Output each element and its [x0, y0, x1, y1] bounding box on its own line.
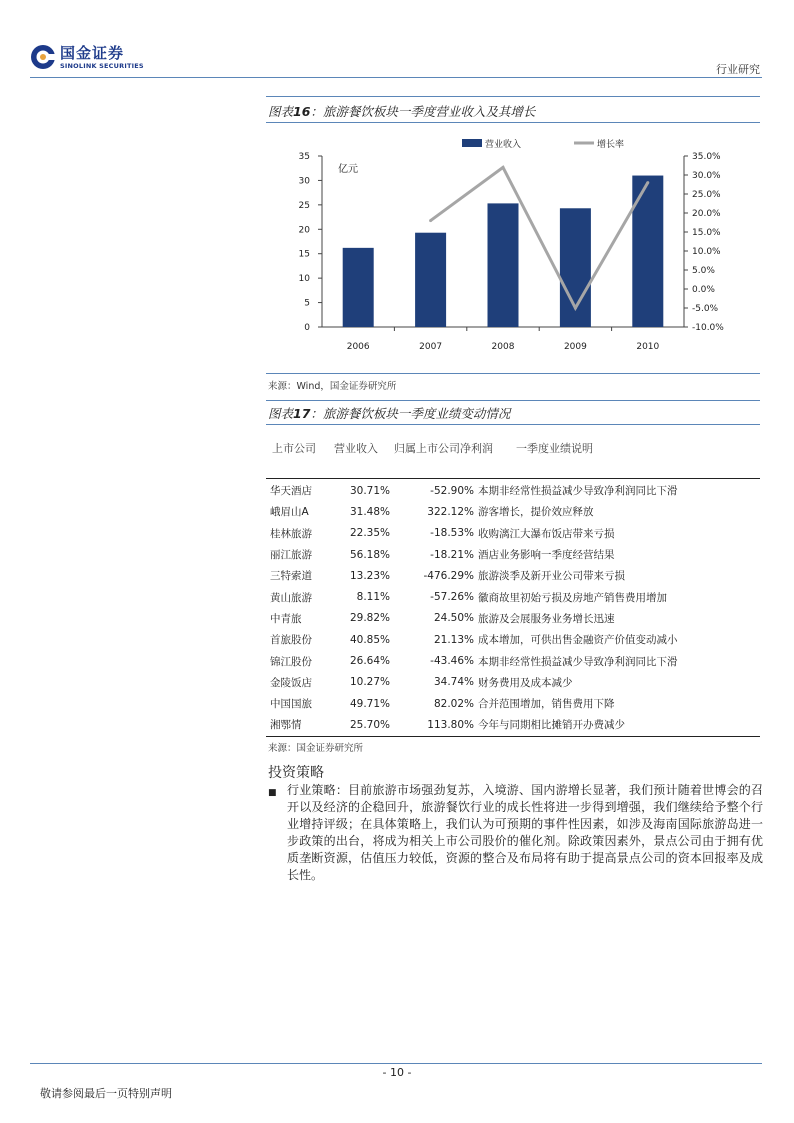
strategy-paragraph: 行业策略：目前旅游市场强劲复苏，入境游、国内游增长显著，我们预计随着世博会的召开以及经济的企稳回升，旅游餐饮行业的成长性将进一步得到增强，我们继续给予整个行业增持评级；在具体策略上，我们认为可预期的事件性因素，如涉及海南国际旅游岛进一步政策的出台，将成为相关上市公司股价的催化剂。除政策因素外，景点公司由于拥有优质垄断资源，估值压力较低，资源的整合及布局将有助于提高景点公司的资本回报率及成长性。	[287, 783, 763, 882]
cell-note: 旅游淡季及新开业公司带来亏损	[478, 570, 625, 583]
right-tick-label: -5.0%	[692, 304, 719, 314]
figure16-chart	[266, 128, 760, 368]
legend-swatch-revenue	[462, 139, 482, 147]
left-tick-label: 35	[298, 152, 310, 162]
figure17-title	[268, 404, 510, 422]
cell-company: 湘鄂情	[270, 719, 302, 732]
cell-company: 华天酒店	[270, 485, 312, 498]
bar-revenue-2008	[488, 203, 519, 327]
table-row	[268, 650, 760, 671]
cell-net-profit: 34.74%	[433, 676, 474, 689]
logo-text-cn: 国金证券	[60, 44, 125, 62]
cell-note: 收购漓江大瀑布饭店带来亏损	[478, 527, 615, 540]
cell-net-profit: 322.12%	[427, 505, 474, 518]
cell-revenue: 40.85%	[349, 633, 390, 646]
page-number: - 10 -	[382, 1066, 412, 1079]
right-tick-label: 20.0%	[692, 209, 721, 219]
left-tick-label: 10	[298, 274, 310, 285]
cell-net-profit: -57.26%	[430, 591, 474, 604]
x-tick-label: 2007	[419, 342, 443, 352]
figure16-bottom-rule	[266, 373, 760, 374]
header-company: 上市公司	[272, 442, 316, 455]
table-bottom-rule	[266, 736, 760, 737]
right-tick-label: -10.0%	[692, 323, 724, 333]
table-row	[268, 544, 760, 565]
right-tick-label: 30.0%	[692, 171, 721, 181]
table-row	[268, 586, 760, 607]
right-tick-label: 10.0%	[692, 247, 721, 257]
cell-company: 峨眉山A	[270, 506, 309, 519]
cell-net-profit: -18.21%	[430, 548, 474, 561]
cell-revenue: 10.27%	[349, 676, 390, 689]
x-tick-label: 2006	[346, 342, 370, 352]
disclaimer-text: 敬请参阅最后一页特别声明	[40, 1087, 172, 1100]
left-tick-label: 0	[304, 323, 310, 333]
cell-net-profit: -476.29%	[423, 569, 474, 582]
right-tick-label: 15.0%	[692, 228, 721, 238]
table-row	[268, 480, 760, 501]
figure17-source: 来源：国金证券研究所	[268, 743, 364, 754]
cell-revenue: 30.71%	[349, 484, 390, 497]
cell-revenue: 29.82%	[349, 612, 390, 625]
figure17-title-number: 17	[293, 406, 311, 421]
cell-company: 黄山旅游	[270, 591, 312, 604]
left-tick-label: 30	[298, 176, 310, 187]
figure17-title-text: ：旅游餐饮板块一季度业绩变动情况	[310, 406, 511, 421]
table-row	[268, 714, 760, 735]
table-row	[268, 693, 760, 714]
left-tick-label: 20	[298, 225, 310, 236]
cell-revenue: 26.64%	[349, 655, 390, 668]
cell-note: 徽商故里初始亏损及房地产销售费用增加	[478, 591, 667, 604]
cell-note: 财务费用及成本减少	[478, 676, 573, 689]
right-tick-label: 35.0%	[692, 152, 721, 162]
cell-net-profit: 21.13%	[433, 633, 474, 646]
cell-note: 本期非经常性损益减少导致净利润同比下滑	[478, 485, 678, 498]
x-tick-label: 2010	[636, 342, 660, 352]
cell-note: 旅游及会展服务业务增长迅速	[478, 612, 615, 625]
footer-rule	[30, 1063, 762, 1064]
cell-company: 金陵饭店	[270, 676, 312, 689]
unit-label: 亿元	[338, 164, 358, 175]
figure16-title-rule	[266, 122, 760, 123]
section-tag: 行业研究	[716, 63, 760, 76]
table-row	[268, 608, 760, 629]
cell-company: 三特索道	[270, 570, 312, 583]
bar-revenue-2006	[343, 248, 374, 327]
header-rule	[30, 77, 762, 78]
left-tick-label: 25	[298, 200, 310, 211]
logo-text-en: SINOLINK SECURITIES	[60, 62, 144, 70]
table-row	[268, 672, 760, 693]
table-row	[268, 523, 760, 544]
legend-label-revenue: 营业收入	[485, 140, 522, 150]
cell-note: 游客增长，提价效应释放	[478, 506, 594, 519]
cell-revenue: 56.18%	[349, 548, 390, 561]
cell-revenue: 13.23%	[349, 569, 390, 582]
figure16-title-number: 16	[293, 104, 311, 119]
cell-revenue: 8.11%	[356, 591, 390, 604]
x-tick-label: 2008	[491, 342, 515, 352]
header-net-profit: 归属上市公司净利润	[394, 442, 493, 455]
table-row	[268, 501, 760, 522]
bar-revenue-2007	[415, 233, 446, 327]
figure16-title	[268, 102, 535, 120]
cell-net-profit: 113.80%	[427, 718, 474, 731]
growth-rate-line	[431, 167, 648, 308]
cell-revenue: 22.35%	[349, 527, 390, 540]
cell-company: 锦江股份	[270, 655, 312, 668]
performance-table-body	[268, 480, 760, 736]
cell-company: 丽江旅游	[270, 549, 312, 562]
cell-revenue: 25.70%	[349, 718, 390, 731]
growth-point-2009	[574, 307, 577, 310]
cell-company: 首旅股份	[270, 634, 312, 647]
left-tick-label: 5	[304, 298, 310, 309]
cell-revenue: 49.71%	[349, 697, 390, 710]
cell-company: 中青旅	[270, 612, 302, 625]
growth-point-2007	[429, 219, 432, 222]
right-tick-label: 0.0%	[692, 285, 715, 295]
left-tick-label: 15	[298, 249, 310, 260]
cell-note: 酒店业务影响一季度经营结果	[478, 549, 615, 562]
right-tick-label: 5.0%	[692, 266, 715, 276]
bar-revenue-2010	[632, 176, 663, 327]
cell-note: 今年与同期相比摊销开办费减少	[478, 719, 625, 732]
cell-net-profit: -43.46%	[430, 655, 474, 668]
table-row	[268, 565, 760, 586]
table-row	[268, 629, 760, 650]
right-tick-label: 25.0%	[692, 190, 721, 200]
company-logo	[30, 44, 160, 74]
header-revenue: 营业收入	[334, 442, 378, 455]
table-header-rule	[266, 478, 760, 479]
growth-point-2008	[502, 166, 505, 169]
figure16-top-rule	[266, 96, 760, 97]
cell-note: 合并范围增加，销售费用下降	[478, 698, 615, 711]
figure16-source: 来源：Wind，国金证券研究所	[268, 381, 397, 392]
header-note: 一季度业绩说明	[516, 442, 593, 455]
figure17-top-rule	[266, 400, 760, 401]
cell-revenue: 31.48%	[349, 505, 390, 518]
cell-net-profit: -52.90%	[430, 484, 474, 497]
cell-net-profit: 82.02%	[433, 697, 474, 710]
performance-table	[268, 480, 760, 736]
cell-company: 桂林旅游	[270, 527, 312, 540]
cell-net-profit: 24.50%	[433, 612, 474, 625]
figure16-title-prefix: 图表	[268, 104, 294, 119]
cell-net-profit: -18.53%	[430, 527, 474, 540]
x-tick-label: 2009	[563, 342, 587, 352]
figure17-title-prefix: 图表	[268, 406, 294, 421]
bullet-icon: ■	[268, 788, 277, 798]
figure16-title-text: ：旅游餐饮板块一季度营业收入及其增长	[310, 104, 536, 119]
strategy-heading: 投资策略	[268, 765, 324, 781]
legend-label-growth: 增长率	[597, 140, 625, 150]
growth-point-2010	[646, 181, 649, 184]
sinolink-logo-icon	[30, 44, 56, 70]
figure17-title-rule	[266, 424, 760, 425]
cell-note: 成本增加，可供出售金融资产价值变动减小	[478, 634, 678, 647]
cell-note: 本期非经常性损益减少导致净利润同比下滑	[478, 655, 678, 668]
cell-company: 中国国旅	[270, 698, 312, 711]
